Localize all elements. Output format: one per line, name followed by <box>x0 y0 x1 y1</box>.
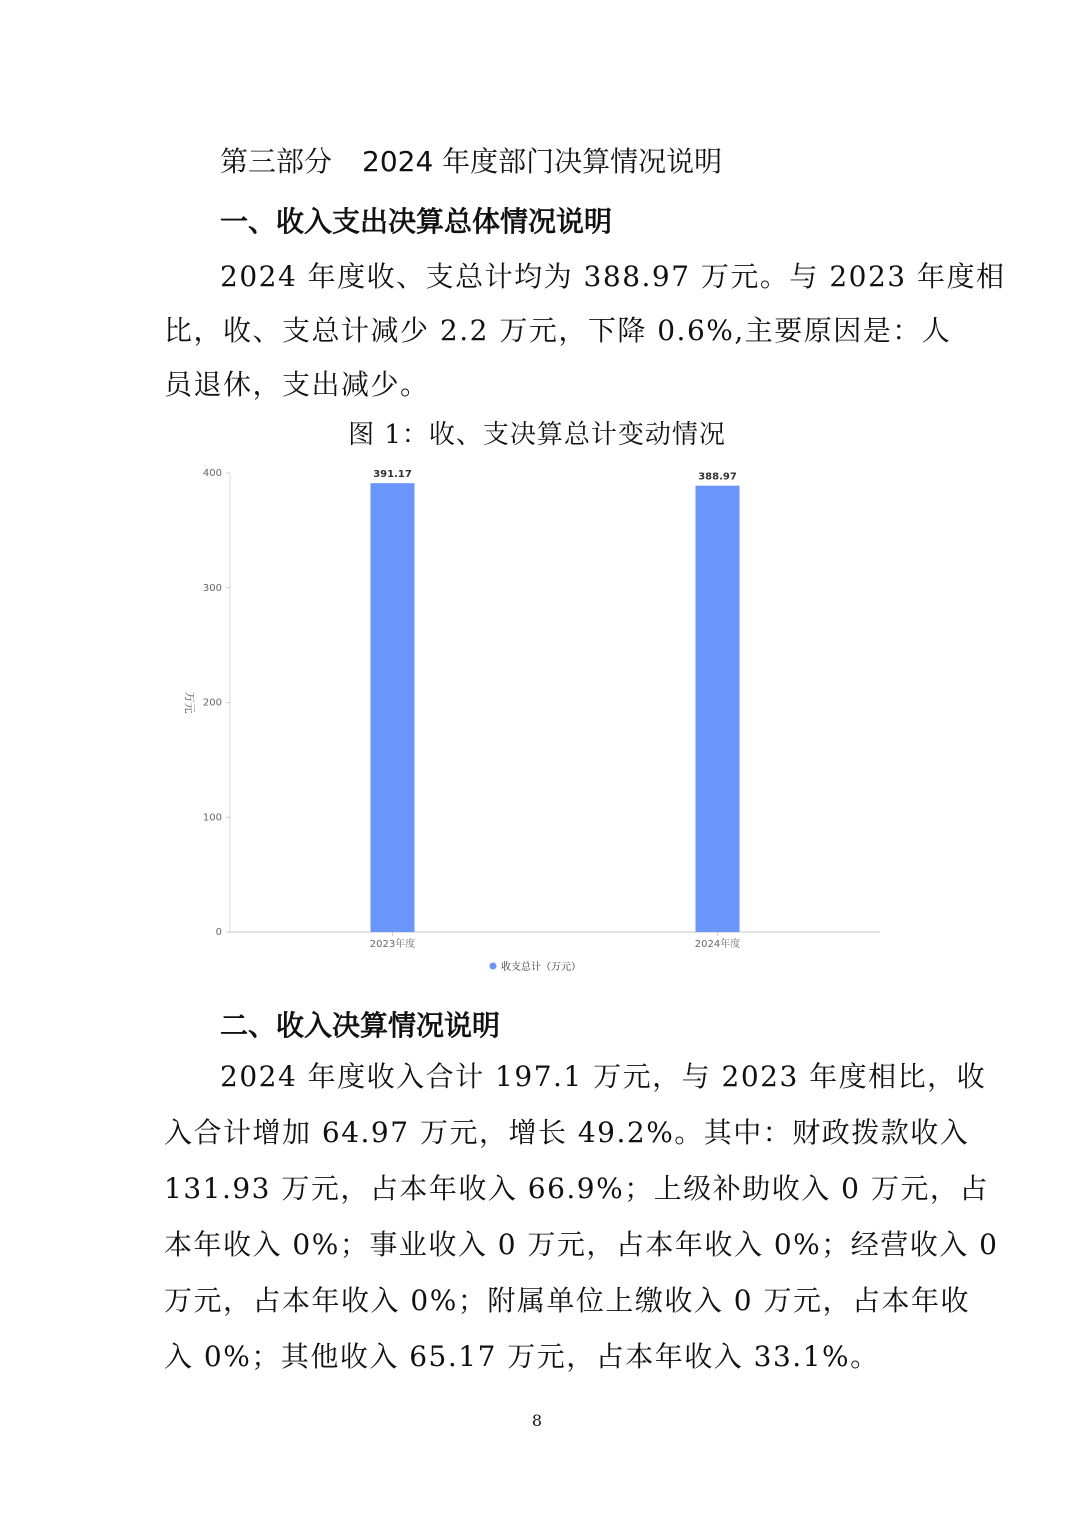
bar <box>371 483 415 932</box>
bar <box>696 486 740 932</box>
y-tick-label: 300 <box>202 582 222 594</box>
y-axis-label: 万元 <box>183 691 196 714</box>
y-tick-label: 200 <box>202 697 222 709</box>
part-title <box>220 140 722 180</box>
section2-line: 入 0%；其他收入 65.17 万元，占本年收入 33.1%。 <box>164 1340 880 1373</box>
section2-line: 万元，占本年收入 0%；附属单位上缴收入 0 万元，占本年收 <box>164 1284 970 1317</box>
legend-marker <box>490 963 497 970</box>
section1-line: 比，收、支总计减少 2.2 万元，下降 0.6%,主要原因是：人 <box>164 314 952 347</box>
section2-heading: 二、收入决算情况说明 <box>220 1009 501 1042</box>
section1-heading: 一、收入支出决算总体情况说明 <box>220 205 613 238</box>
y-tick-label: 100 <box>202 812 222 824</box>
bar-data-label: 388.97 <box>698 471 737 483</box>
section2-line: 本年收入 0%；事业收入 0 万元，占本年收入 0%；经营收入 0 <box>164 1228 999 1261</box>
bar-data-label: 391.17 <box>373 469 412 481</box>
x-tick-label: 2023年度 <box>369 939 416 950</box>
legend-label: 收支总计（万元） <box>501 962 581 973</box>
section2-line: 入合计增加 64.97 万元，增长 49.2%。其中：财政拨款收入 <box>164 1116 970 1149</box>
section1-line: 员退休，支出减少。 <box>164 368 430 401</box>
part-title-prefix: 第三部分 <box>220 145 333 178</box>
income-expense-bar-chart <box>160 455 900 985</box>
page-number: 8 <box>531 1411 543 1430</box>
figure-caption: 图 1：收、支决算总计变动情况 <box>348 420 726 450</box>
x-tick-label: 2024年度 <box>694 939 741 950</box>
section2-line: 131.93 万元，占本年收入 66.9%；上级补助收入 0 万元，占 <box>164 1172 989 1205</box>
y-tick-label: 400 <box>202 468 222 479</box>
y-tick-label: 0 <box>215 927 222 938</box>
section2-line: 2024 年度收入合计 197.1 万元，与 2023 年度相比，收 <box>220 1060 987 1093</box>
section1-line: 2024 年度收、支总计均为 388.97 万元。与 2023 年度相 <box>220 260 1006 293</box>
part-title-main: 2024 年度部门决算情况说明 <box>362 145 723 178</box>
